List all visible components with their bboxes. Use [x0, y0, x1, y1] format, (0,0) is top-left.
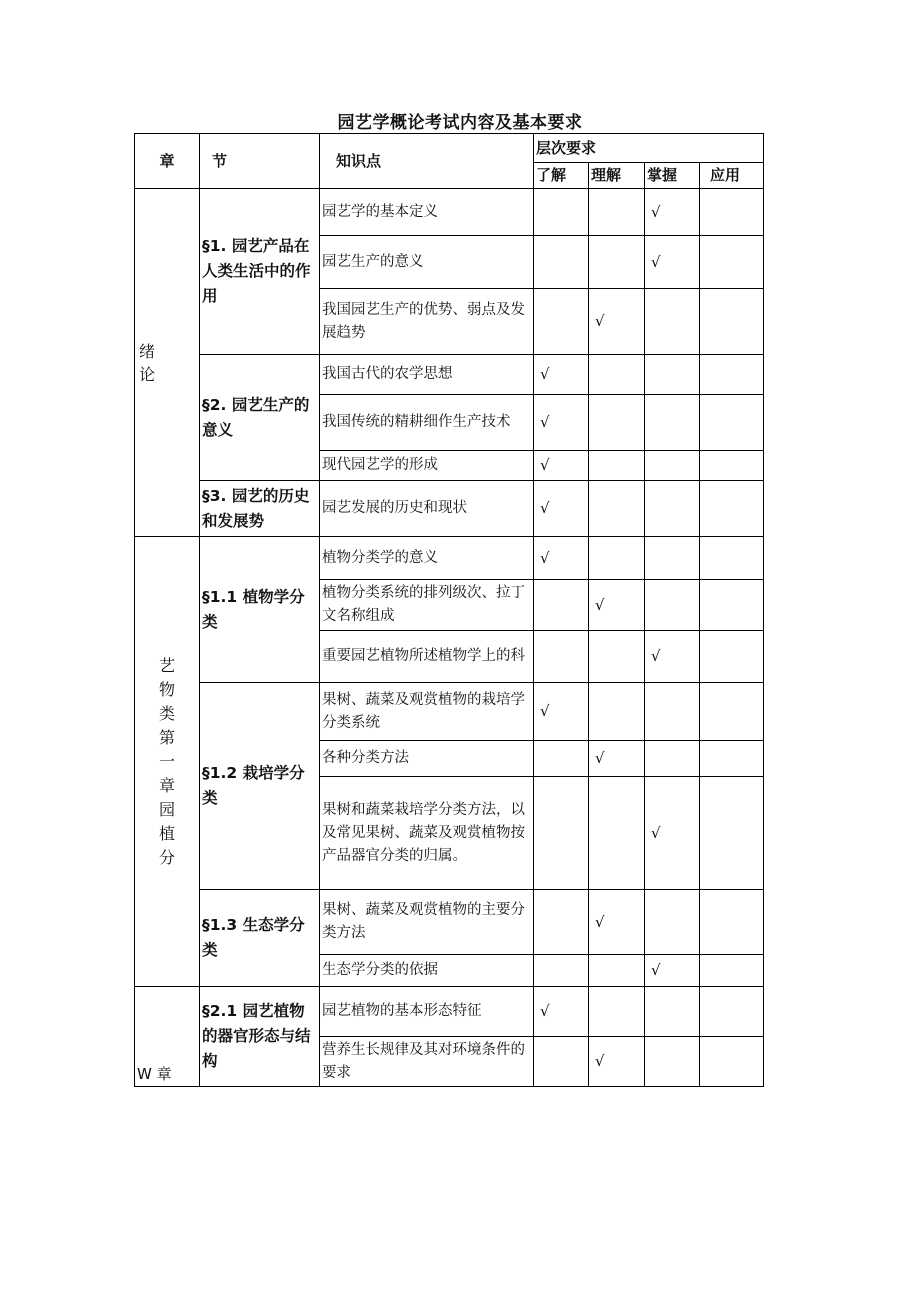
level-apply-cell	[700, 580, 764, 631]
level-apply-cell	[700, 955, 764, 987]
check-mark: √	[651, 252, 661, 271]
chapter-name-char: 类	[158, 703, 175, 723]
knowledge-cell: 植物分类学的意义	[320, 537, 534, 580]
knowledge-cell: 营养生长规律及其对环境条件的要求	[320, 1037, 534, 1087]
level-apply-cell	[700, 987, 764, 1037]
level-comprehend-cell	[589, 481, 645, 537]
level-master-cell	[645, 189, 700, 236]
level-understand-cell	[534, 189, 589, 236]
level-master-cell	[645, 631, 700, 683]
level-comprehend-cell	[589, 741, 645, 777]
level-understand-cell	[534, 777, 589, 890]
chapter-name-char: 分	[158, 847, 175, 867]
knowledge-cell: 我国古代的农学思想	[320, 355, 534, 395]
level-apply-cell	[700, 537, 764, 580]
level-understand-cell	[534, 987, 589, 1037]
check-mark: √	[651, 647, 661, 665]
knowledge-cell: 果树、蔬菜及观赏植物的栽培学分类系统	[320, 683, 534, 741]
header-level-understand: 了解	[534, 163, 589, 189]
level-apply-cell	[700, 395, 764, 451]
level-comprehend-cell	[589, 395, 645, 451]
chapter-name-char: 园	[158, 799, 175, 819]
level-apply-cell	[700, 236, 764, 289]
level-master-cell	[645, 289, 700, 355]
section-cell: §1.1 植物学分类	[200, 537, 320, 683]
document-title: 园艺学概论考试内容及基本要求	[337, 113, 583, 133]
level-understand-cell	[534, 955, 589, 987]
level-master-cell	[645, 481, 700, 537]
level-apply-cell	[700, 481, 764, 537]
check-mark: √	[540, 413, 550, 431]
level-master-cell	[645, 395, 700, 451]
level-master-cell	[645, 236, 700, 289]
check-mark: √	[651, 961, 661, 979]
level-comprehend-cell	[589, 777, 645, 890]
chapter-name-char: 一	[158, 751, 175, 771]
chapter-cell	[135, 537, 200, 987]
level-understand-cell	[534, 355, 589, 395]
table-row	[135, 987, 764, 1037]
level-comprehend-cell	[589, 580, 645, 631]
level-comprehend-cell	[589, 955, 645, 987]
check-mark: √	[595, 1052, 605, 1070]
table-row	[135, 537, 764, 580]
level-master-cell	[645, 580, 700, 631]
level-comprehend-cell	[589, 890, 645, 955]
level-comprehend-cell	[589, 289, 645, 355]
chapter-name-char: 物	[158, 679, 175, 699]
check-mark: √	[540, 365, 550, 383]
level-understand-cell	[534, 481, 589, 537]
level-understand-cell	[534, 289, 589, 355]
check-mark: √	[651, 202, 661, 221]
chapter-name-char: 绪	[139, 341, 156, 361]
knowledge-cell: 我国园艺生产的优势、弱点及发展趋势	[320, 289, 534, 355]
table-row	[135, 189, 764, 236]
check-mark: √	[540, 1002, 550, 1020]
level-comprehend-cell	[589, 355, 645, 395]
knowledge-cell: 园艺学的基本定义	[320, 189, 534, 236]
check-mark: √	[651, 823, 661, 842]
section-cell: §2. 园艺生产的意义	[200, 355, 320, 481]
header-section: 节	[200, 134, 320, 189]
table-row	[135, 890, 764, 955]
level-understand-cell	[534, 683, 589, 741]
check-mark: √	[595, 749, 605, 767]
level-understand-cell	[534, 580, 589, 631]
check-mark: √	[595, 912, 605, 931]
level-master-cell	[645, 355, 700, 395]
level-master-cell	[645, 741, 700, 777]
knowledge-cell: 我国传统的精耕细作生产技术	[320, 395, 534, 451]
level-apply-cell	[700, 631, 764, 683]
level-comprehend-cell	[589, 987, 645, 1037]
check-mark: √	[540, 548, 550, 567]
section-cell: §2.1 园艺植物的器官形态与结构	[200, 987, 320, 1087]
knowledge-cell: 植物分类系统的排列级次、拉丁文名称组成	[320, 580, 534, 631]
level-master-cell	[645, 451, 700, 481]
knowledge-cell: 果树、蔬菜及观赏植物的主要分类方法	[320, 890, 534, 955]
header-chapter: 章	[135, 134, 200, 189]
level-master-cell	[645, 890, 700, 955]
chapter-name-char: 章	[158, 775, 175, 795]
level-comprehend-cell	[589, 631, 645, 683]
level-apply-cell	[700, 451, 764, 481]
knowledge-cell: 生态学分类的依据	[320, 955, 534, 987]
chapter-cell	[135, 189, 200, 537]
check-mark: √	[540, 456, 550, 474]
level-master-cell	[645, 1037, 700, 1087]
header-level-comprehend: 理解	[589, 163, 645, 189]
level-comprehend-cell	[589, 236, 645, 289]
requirements-table	[134, 133, 764, 1087]
level-understand-cell	[534, 1037, 589, 1087]
knowledge-cell: 果树和蔬菜栽培学分类方法，以及常见果树、蔬菜及观赏植物按产品器官分类的归属。	[320, 777, 534, 890]
check-mark: √	[540, 702, 550, 720]
level-comprehend-cell	[589, 683, 645, 741]
header-level-apply: 应用	[700, 163, 764, 189]
level-master-cell	[645, 987, 700, 1037]
level-master-cell	[645, 955, 700, 987]
chapter-name-char: 艺	[158, 655, 175, 675]
level-apply-cell	[700, 741, 764, 777]
header-levels: 层次要求	[534, 134, 764, 163]
level-understand-cell	[534, 631, 589, 683]
level-understand-cell	[534, 451, 589, 481]
section-cell: §1.3 生态学分类	[200, 890, 320, 987]
level-master-cell	[645, 537, 700, 580]
header-knowledge: 知识点	[320, 134, 534, 189]
level-understand-cell	[534, 741, 589, 777]
section-cell: §1.2 栽培学分类	[200, 683, 320, 890]
chapter-name-char: 第	[158, 727, 175, 747]
level-apply-cell	[700, 1037, 764, 1087]
level-apply-cell	[700, 189, 764, 236]
level-understand-cell	[534, 890, 589, 955]
chapter-name-char: 论	[139, 364, 156, 384]
level-master-cell	[645, 683, 700, 741]
knowledge-cell: 重要园艺植物所述植物学上的科	[320, 631, 534, 683]
check-mark: √	[595, 312, 605, 330]
level-comprehend-cell	[589, 1037, 645, 1087]
level-comprehend-cell	[589, 537, 645, 580]
chapter-name-char: W 章	[137, 1065, 172, 1083]
knowledge-cell: 园艺生产的意义	[320, 236, 534, 289]
check-mark: √	[595, 595, 605, 614]
knowledge-cell: 现代园艺学的形成	[320, 451, 534, 481]
table-row	[135, 683, 764, 741]
chapter-name-char: 植	[158, 823, 175, 843]
level-understand-cell	[534, 537, 589, 580]
table-row	[135, 481, 764, 537]
chapter-cell	[135, 987, 200, 1087]
level-master-cell	[645, 777, 700, 890]
level-comprehend-cell	[589, 189, 645, 236]
knowledge-cell: 各种分类方法	[320, 741, 534, 777]
level-understand-cell	[534, 236, 589, 289]
knowledge-cell: 园艺发展的历史和现状	[320, 481, 534, 537]
check-mark: √	[540, 499, 550, 517]
level-understand-cell	[534, 395, 589, 451]
level-apply-cell	[700, 777, 764, 890]
knowledge-cell: 园艺植物的基本形态特征	[320, 987, 534, 1037]
level-apply-cell	[700, 355, 764, 395]
level-apply-cell	[700, 289, 764, 355]
header-level-master: 掌握	[645, 163, 700, 189]
table-row	[135, 355, 764, 395]
level-apply-cell	[700, 890, 764, 955]
section-cell: §1. 园艺产品在人类生活中的作用	[200, 189, 320, 355]
level-comprehend-cell	[589, 451, 645, 481]
level-apply-cell	[700, 683, 764, 741]
section-cell: §3. 园艺的历史和发展势	[200, 481, 320, 537]
